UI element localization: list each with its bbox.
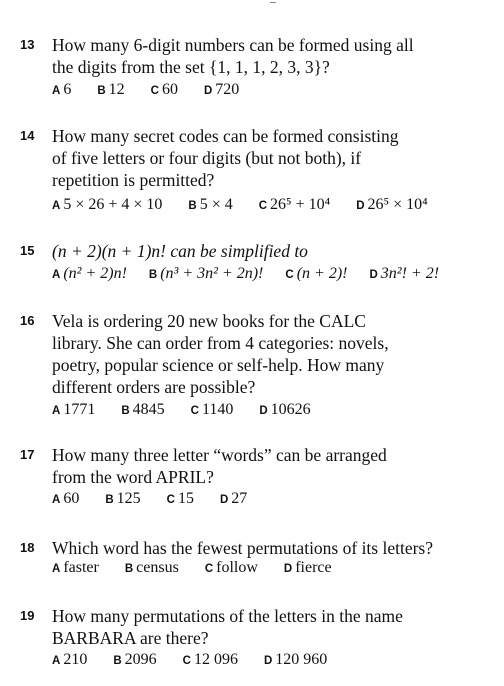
option-d[interactable] xyxy=(284,558,332,579)
question-line: How many permutations of the letters in the name xyxy=(52,606,403,626)
option-a[interactable] xyxy=(52,489,79,510)
option-text: 15 xyxy=(177,490,194,507)
option-text: 12 xyxy=(108,81,125,98)
option-text: (n² + 2)n! xyxy=(63,265,127,282)
option-d[interactable] xyxy=(259,400,310,421)
option-c[interactable] xyxy=(205,558,258,579)
option-letter: A xyxy=(52,563,61,575)
option-b[interactable] xyxy=(149,264,263,285)
option-text: 4845 xyxy=(132,401,165,418)
option-text: 1771 xyxy=(63,401,96,418)
question-text xyxy=(52,444,497,488)
question-line: How many secret codes can be formed consisting xyxy=(52,126,399,146)
question-number: 15 xyxy=(20,243,35,258)
option-d[interactable] xyxy=(356,195,428,216)
option-text: 1140 xyxy=(201,401,234,418)
option-b[interactable] xyxy=(97,80,124,101)
option-c[interactable] xyxy=(151,80,178,101)
option-b[interactable] xyxy=(188,195,232,216)
question-number: 16 xyxy=(20,313,35,328)
option-d[interactable] xyxy=(369,264,439,285)
option-text: 10626 xyxy=(270,401,311,418)
question-line: repetition is permitted? xyxy=(52,170,215,190)
option-text: fierce xyxy=(295,559,332,576)
option-d[interactable] xyxy=(220,489,247,510)
answer-options xyxy=(52,195,428,216)
option-letter: C xyxy=(150,85,159,97)
question-text xyxy=(52,240,497,262)
answer-options xyxy=(52,400,333,421)
option-letter: C xyxy=(190,405,199,417)
question-line: poetry, popular science or self-help. How many xyxy=(52,355,385,375)
option-text: 26⁵ × 10⁴ xyxy=(367,196,428,213)
option-b[interactable] xyxy=(105,489,140,510)
question-number: 18 xyxy=(20,540,35,555)
option-letter: C xyxy=(285,269,294,281)
option-text: 5 × 26 + 4 × 10 xyxy=(63,196,163,213)
question-text xyxy=(52,310,497,398)
question-text xyxy=(52,125,497,191)
option-text: 125 xyxy=(116,490,141,507)
option-a[interactable] xyxy=(52,80,71,101)
option-letter: D xyxy=(219,494,229,506)
page-top-mark xyxy=(270,0,276,3)
answer-options xyxy=(52,264,439,285)
option-letter: C xyxy=(166,494,175,506)
option-text: 2096 xyxy=(124,651,157,668)
option-text: 120 960 xyxy=(275,651,328,668)
option-text: (n³ + 3n² + 2n)! xyxy=(160,265,264,282)
option-letter: B xyxy=(121,405,130,417)
option-d[interactable] xyxy=(204,80,239,101)
question-line: the digits from the set {1, 1, 1, 2, 3, 3}? xyxy=(52,57,330,77)
option-letter: A xyxy=(52,405,61,417)
answer-options xyxy=(52,80,261,101)
option-letter: D xyxy=(203,85,213,97)
option-a[interactable] xyxy=(52,558,99,579)
option-text: 60 xyxy=(63,490,80,507)
option-letter: B xyxy=(97,85,106,97)
option-text: 210 xyxy=(63,651,88,668)
option-letter: C xyxy=(258,200,268,212)
option-letter: A xyxy=(52,269,61,281)
option-letter: B xyxy=(124,563,134,575)
option-text: 27 xyxy=(231,490,248,507)
option-letter: C xyxy=(182,655,191,667)
option-letter: D xyxy=(369,269,378,281)
question-line: of five letters or four digits (but not both), if xyxy=(52,148,362,168)
answer-options xyxy=(52,489,269,510)
option-text: 720 xyxy=(215,81,240,98)
option-letter: D xyxy=(259,405,268,417)
option-a[interactable] xyxy=(52,264,127,285)
option-c[interactable] xyxy=(183,650,238,671)
option-text: 3n²! + 2! xyxy=(380,265,440,282)
option-c[interactable] xyxy=(167,489,194,510)
option-b[interactable] xyxy=(121,400,164,421)
option-text: 5 × 4 xyxy=(199,196,233,213)
option-b[interactable] xyxy=(113,650,156,671)
option-text: (n + 2)! xyxy=(296,265,348,282)
option-letter: C xyxy=(204,563,214,575)
question-number: 17 xyxy=(20,447,35,462)
option-a[interactable] xyxy=(52,650,87,671)
option-letter: A xyxy=(52,200,61,212)
question-number: 19 xyxy=(20,608,35,623)
option-c[interactable] xyxy=(285,264,347,285)
option-d[interactable] xyxy=(264,650,327,671)
option-c[interactable] xyxy=(191,400,234,421)
question-line: Vela is ordering 20 new books for the CALC xyxy=(52,311,366,331)
option-text: 26⁵ + 10⁴ xyxy=(270,196,331,213)
option-text: follow xyxy=(216,559,258,576)
answer-options xyxy=(52,558,354,579)
question-line: BARBARA are there? xyxy=(52,628,209,648)
option-text: faster xyxy=(63,559,99,576)
question-number: 14 xyxy=(20,128,35,143)
option-letter: A xyxy=(52,494,61,506)
question-line: How many three letter “words” can be arranged xyxy=(52,445,387,465)
option-letter: D xyxy=(283,563,293,575)
question-text xyxy=(52,34,497,78)
option-letter: D xyxy=(263,655,273,667)
option-letter: A xyxy=(52,85,61,97)
question-line: from the word APRIL? xyxy=(52,467,214,487)
option-letter: A xyxy=(52,655,61,667)
option-a[interactable] xyxy=(52,195,162,216)
option-text: 60 xyxy=(161,81,178,98)
question-line: different orders are possible? xyxy=(52,377,256,397)
option-text: 12 096 xyxy=(193,651,238,668)
answer-options xyxy=(52,650,349,671)
option-letter: D xyxy=(356,200,365,212)
option-text: 6 xyxy=(63,81,72,98)
option-letter: B xyxy=(113,655,122,667)
question-line: How many 6-digit numbers can be formed using all xyxy=(52,35,414,55)
question-text xyxy=(52,605,497,649)
question-text xyxy=(52,537,497,559)
option-text: census xyxy=(136,559,179,576)
question-number: 13 xyxy=(20,37,35,52)
question-line: library. She can order from 4 categories: novels, xyxy=(52,333,389,353)
option-b[interactable] xyxy=(125,558,179,579)
option-letter: B xyxy=(105,494,114,506)
option-letter: B xyxy=(148,269,158,281)
question-line: Which word has the fewest permutations of its letters? xyxy=(52,538,434,558)
question-line: (n + 2)(n + 1)n! can be simplified to xyxy=(52,241,308,261)
option-a[interactable] xyxy=(52,400,95,421)
option-c[interactable] xyxy=(259,195,331,216)
option-letter: B xyxy=(188,200,197,212)
